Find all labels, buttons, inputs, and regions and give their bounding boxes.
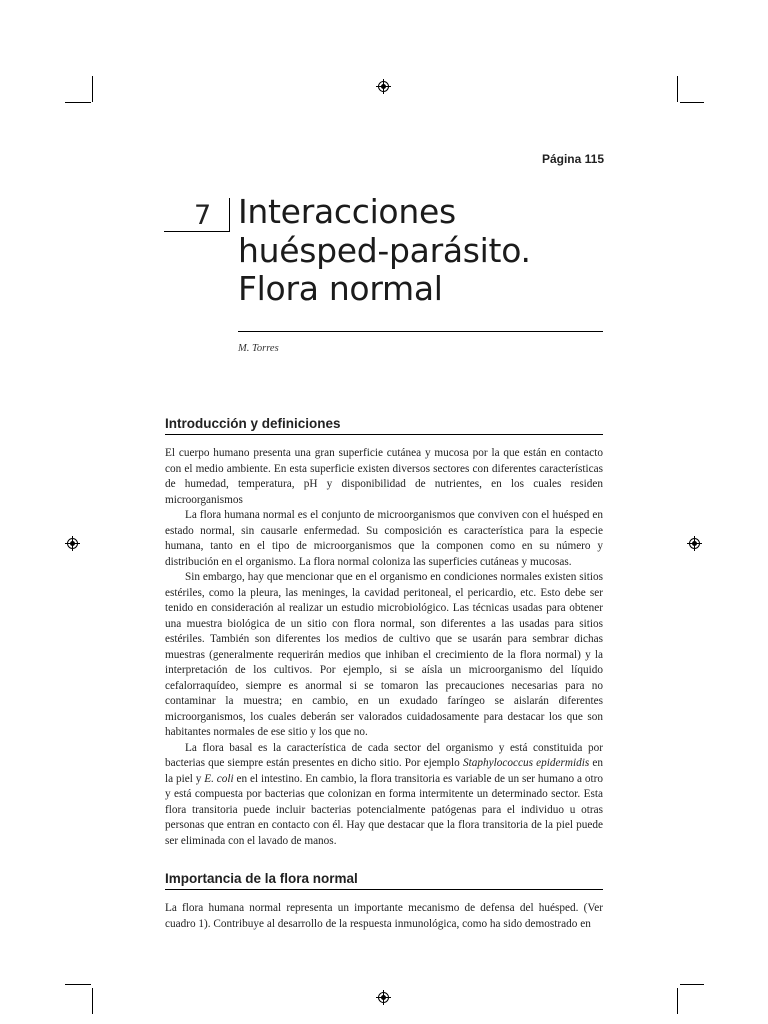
chapter-title-line: Flora normal	[238, 269, 443, 308]
chapter-divider	[229, 198, 230, 232]
crop-mark	[92, 76, 93, 102]
registration-mark-icon	[67, 538, 78, 549]
species-name: Staphylococcus epidermidis	[462, 757, 590, 769]
page-number: Página 115	[541, 152, 604, 166]
crop-mark	[65, 102, 91, 103]
chapter-title-line: Interacciones	[238, 192, 456, 231]
chapter-title-line: huésped-parásito.	[238, 230, 531, 270]
paragraph: La flora humana normal es el conjunto de microorganismos que conviven con el huésped en estado normal, sin causarle enfermedad. Su composición es característica para la especie humana, tanto en el tipo de microorganismos que la componen como en su número y distribución en el organismo. La flora normal coloniza las superficies cutáneas y mucosas.	[165, 509, 603, 568]
text-run: en la piel y	[165, 757, 603, 785]
crop-mark	[680, 102, 704, 103]
paragraph: El cuerpo humano presenta una gran superficie cutánea y mucosa por la que están en contacto con el medio ambiente. En esta superficie existen diversos sectores con diferentes características de humedad, temperatura, pH y disponibilidad de nutrientes, en los cuales residen microorganismos	[165, 447, 603, 506]
paragraph	[165, 741, 603, 850]
text-run: en el intestino. En cambio, la flora transitoria es variable de un ser humano a otro y está compuesta por bacterias que colonizan en forma intermitente un determinado sector. Esta flora transitoria puede incluir bacterias potencialmente patógenas para el individuo u otras personas que entran en contacto con él. Hay que destacar que la flora transitoria de la piel puede ser eliminada con el lavado de manos.	[165, 772, 603, 847]
text-run: La flora basal es la característica de cada sector del organismo y está constituida por bacterias que siempre están presentes en dicho sitio. Por ejemplo	[165, 741, 603, 769]
section-importancia	[165, 871, 603, 932]
chapter-rule	[164, 231, 230, 232]
section-heading: Introducción y definiciones	[165, 416, 603, 435]
chapter-title	[238, 193, 618, 309]
section-introduccion	[165, 416, 603, 849]
registration-mark-icon	[378, 992, 389, 1003]
species-name: E. coli	[204, 772, 234, 785]
chapter-number: 7	[194, 200, 212, 231]
crop-mark	[680, 984, 704, 985]
crop-mark	[677, 988, 678, 1014]
crop-mark	[92, 988, 93, 1014]
paragraph: Sin embargo, hay que mencionar que en el organismo en condiciones normales existen sitios estériles, como la pleura, las meninges, la cavidad peritoneal, el pericardio, etc. Esto debe ser tenido en consideración al realizar un estudio microbiológico. Las técnicas usadas para obtener una muestra biológica de un sitio con flora normal, son diferentes a las usadas para sitios estériles. También son diferentes los medios de cultivo que se usarán para sembrar dichas muestras (generalmente requerirán medios que inhiban el crecimiento de la flora normal) y la interpretación de los cultivos. Por ejemplo, si se aísla un microorganismo del líquido cefalorraquídeo, siempre es anormal si se tomaron las precauciones necesarias para no contaminar la muestra; en cambio, en un exudado faríngeo se aislarán diferentes microorganismos, los cuales deberán ser valorados cuidadosamente para destacar los que son habitantes normales de ese sitio y los que no.	[165, 571, 603, 738]
crop-mark	[65, 984, 91, 985]
crop-mark	[677, 76, 678, 102]
section-heading: Importancia de la flora normal	[165, 871, 603, 890]
registration-mark-icon	[378, 81, 389, 92]
paragraph: La flora humana normal representa un importante mecanismo de defensa del huésped. (Ver cuadro 1). Contribuye al desarrollo de la respuesta inmunológica, como ha sido demostrado en	[165, 902, 603, 930]
author: M. Torres	[238, 343, 279, 354]
title-rule	[238, 331, 603, 332]
registration-mark-icon	[689, 538, 700, 549]
